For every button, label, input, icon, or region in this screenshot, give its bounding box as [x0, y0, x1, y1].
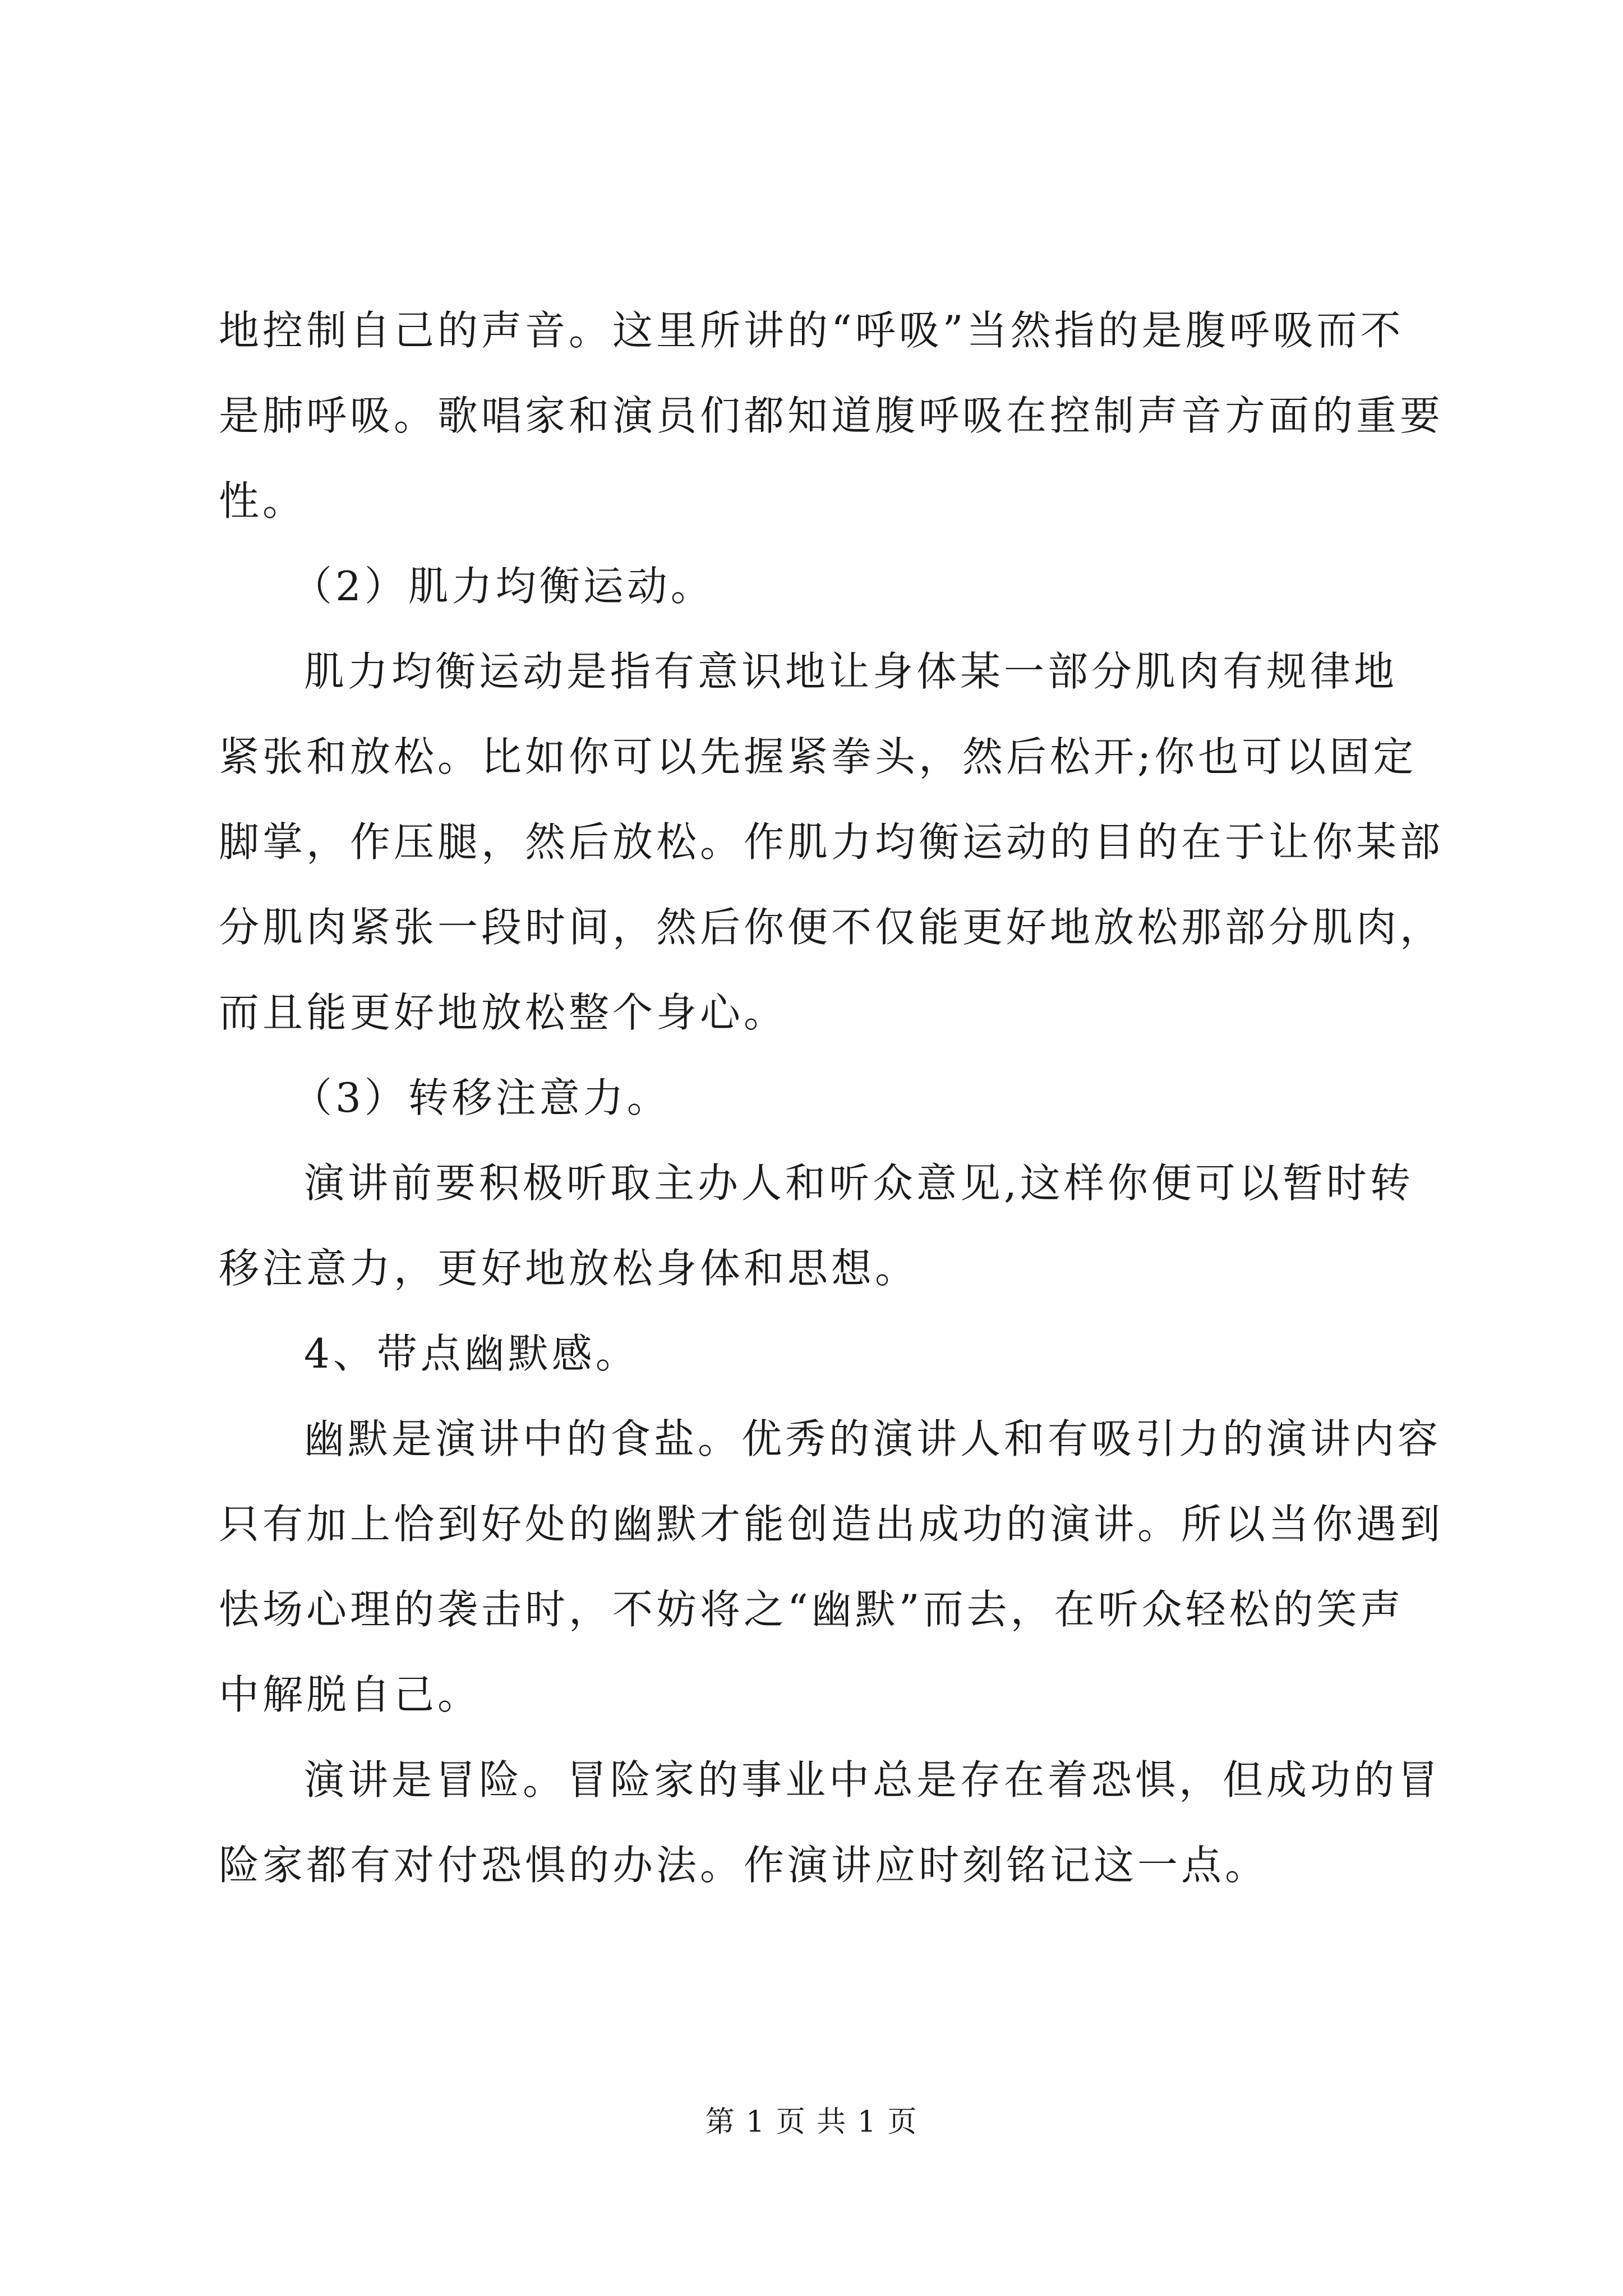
section-heading: （2）肌力均衡运动。	[292, 563, 714, 610]
text-line: 怯场心理的袭击时，不妨将之“幽默”而去，在听众轻松的笑声	[219, 1586, 1404, 1633]
page-number: 第 1 页 共 1 页	[705, 2105, 918, 2139]
text-line: 演讲前要积极听取主办人和听众意见,这样你便可以暂时转	[304, 1159, 1414, 1207]
text-line: 而且能更好地放松整个身心。	[219, 989, 788, 1036]
page-footer	[0, 2098, 1623, 2140]
text-line: 分肌肉紧张一段时间，然后你便不仅能更好地放松那部分肌肉，	[219, 904, 1444, 951]
text-line: 移注意力，更好地放松身体和思想。	[219, 1245, 919, 1292]
section-heading: 4、带点幽默感。	[304, 1330, 639, 1377]
document-body	[219, 292, 1444, 1912]
text-line: 演讲是冒险。冒险家的事业中总是存在着恐惧，但成功的冒	[304, 1756, 1442, 1803]
text-line: 中解脱自己。	[219, 1671, 482, 1718]
text-line: 险家都有对付恐惧的办法。作演讲应时刻铭记这一点。	[219, 1842, 1269, 1889]
section-heading: （3）转移注意力。	[292, 1074, 671, 1121]
text-line: 性。	[219, 477, 307, 524]
text-line: 肌力均衡运动是指有意识地让身体某一部分肌肉有规律地	[304, 648, 1398, 695]
text-line: 紧张和放松。比如你可以先握紧拳头，然后松开;你也可以固定	[219, 733, 1417, 780]
text-line: 幽默是演讲中的食盐。优秀的演讲人和有吸引力的演讲内容	[304, 1415, 1442, 1462]
text-line: 脚掌，作压腿，然后放松。作肌力均衡运动的目的在于让你某部	[219, 818, 1444, 866]
text-line: 是肺呼吸。歌唱家和演员们都知道腹呼吸在控制声音方面的重要	[219, 392, 1444, 439]
text-line: 只有加上恰到好处的幽默才能创造出成功的演讲。所以当你遇到	[219, 1501, 1444, 1548]
text-line: 地控制自己的声音。这里所讲的“呼吸”当然指的是腹呼吸而不	[219, 307, 1404, 354]
